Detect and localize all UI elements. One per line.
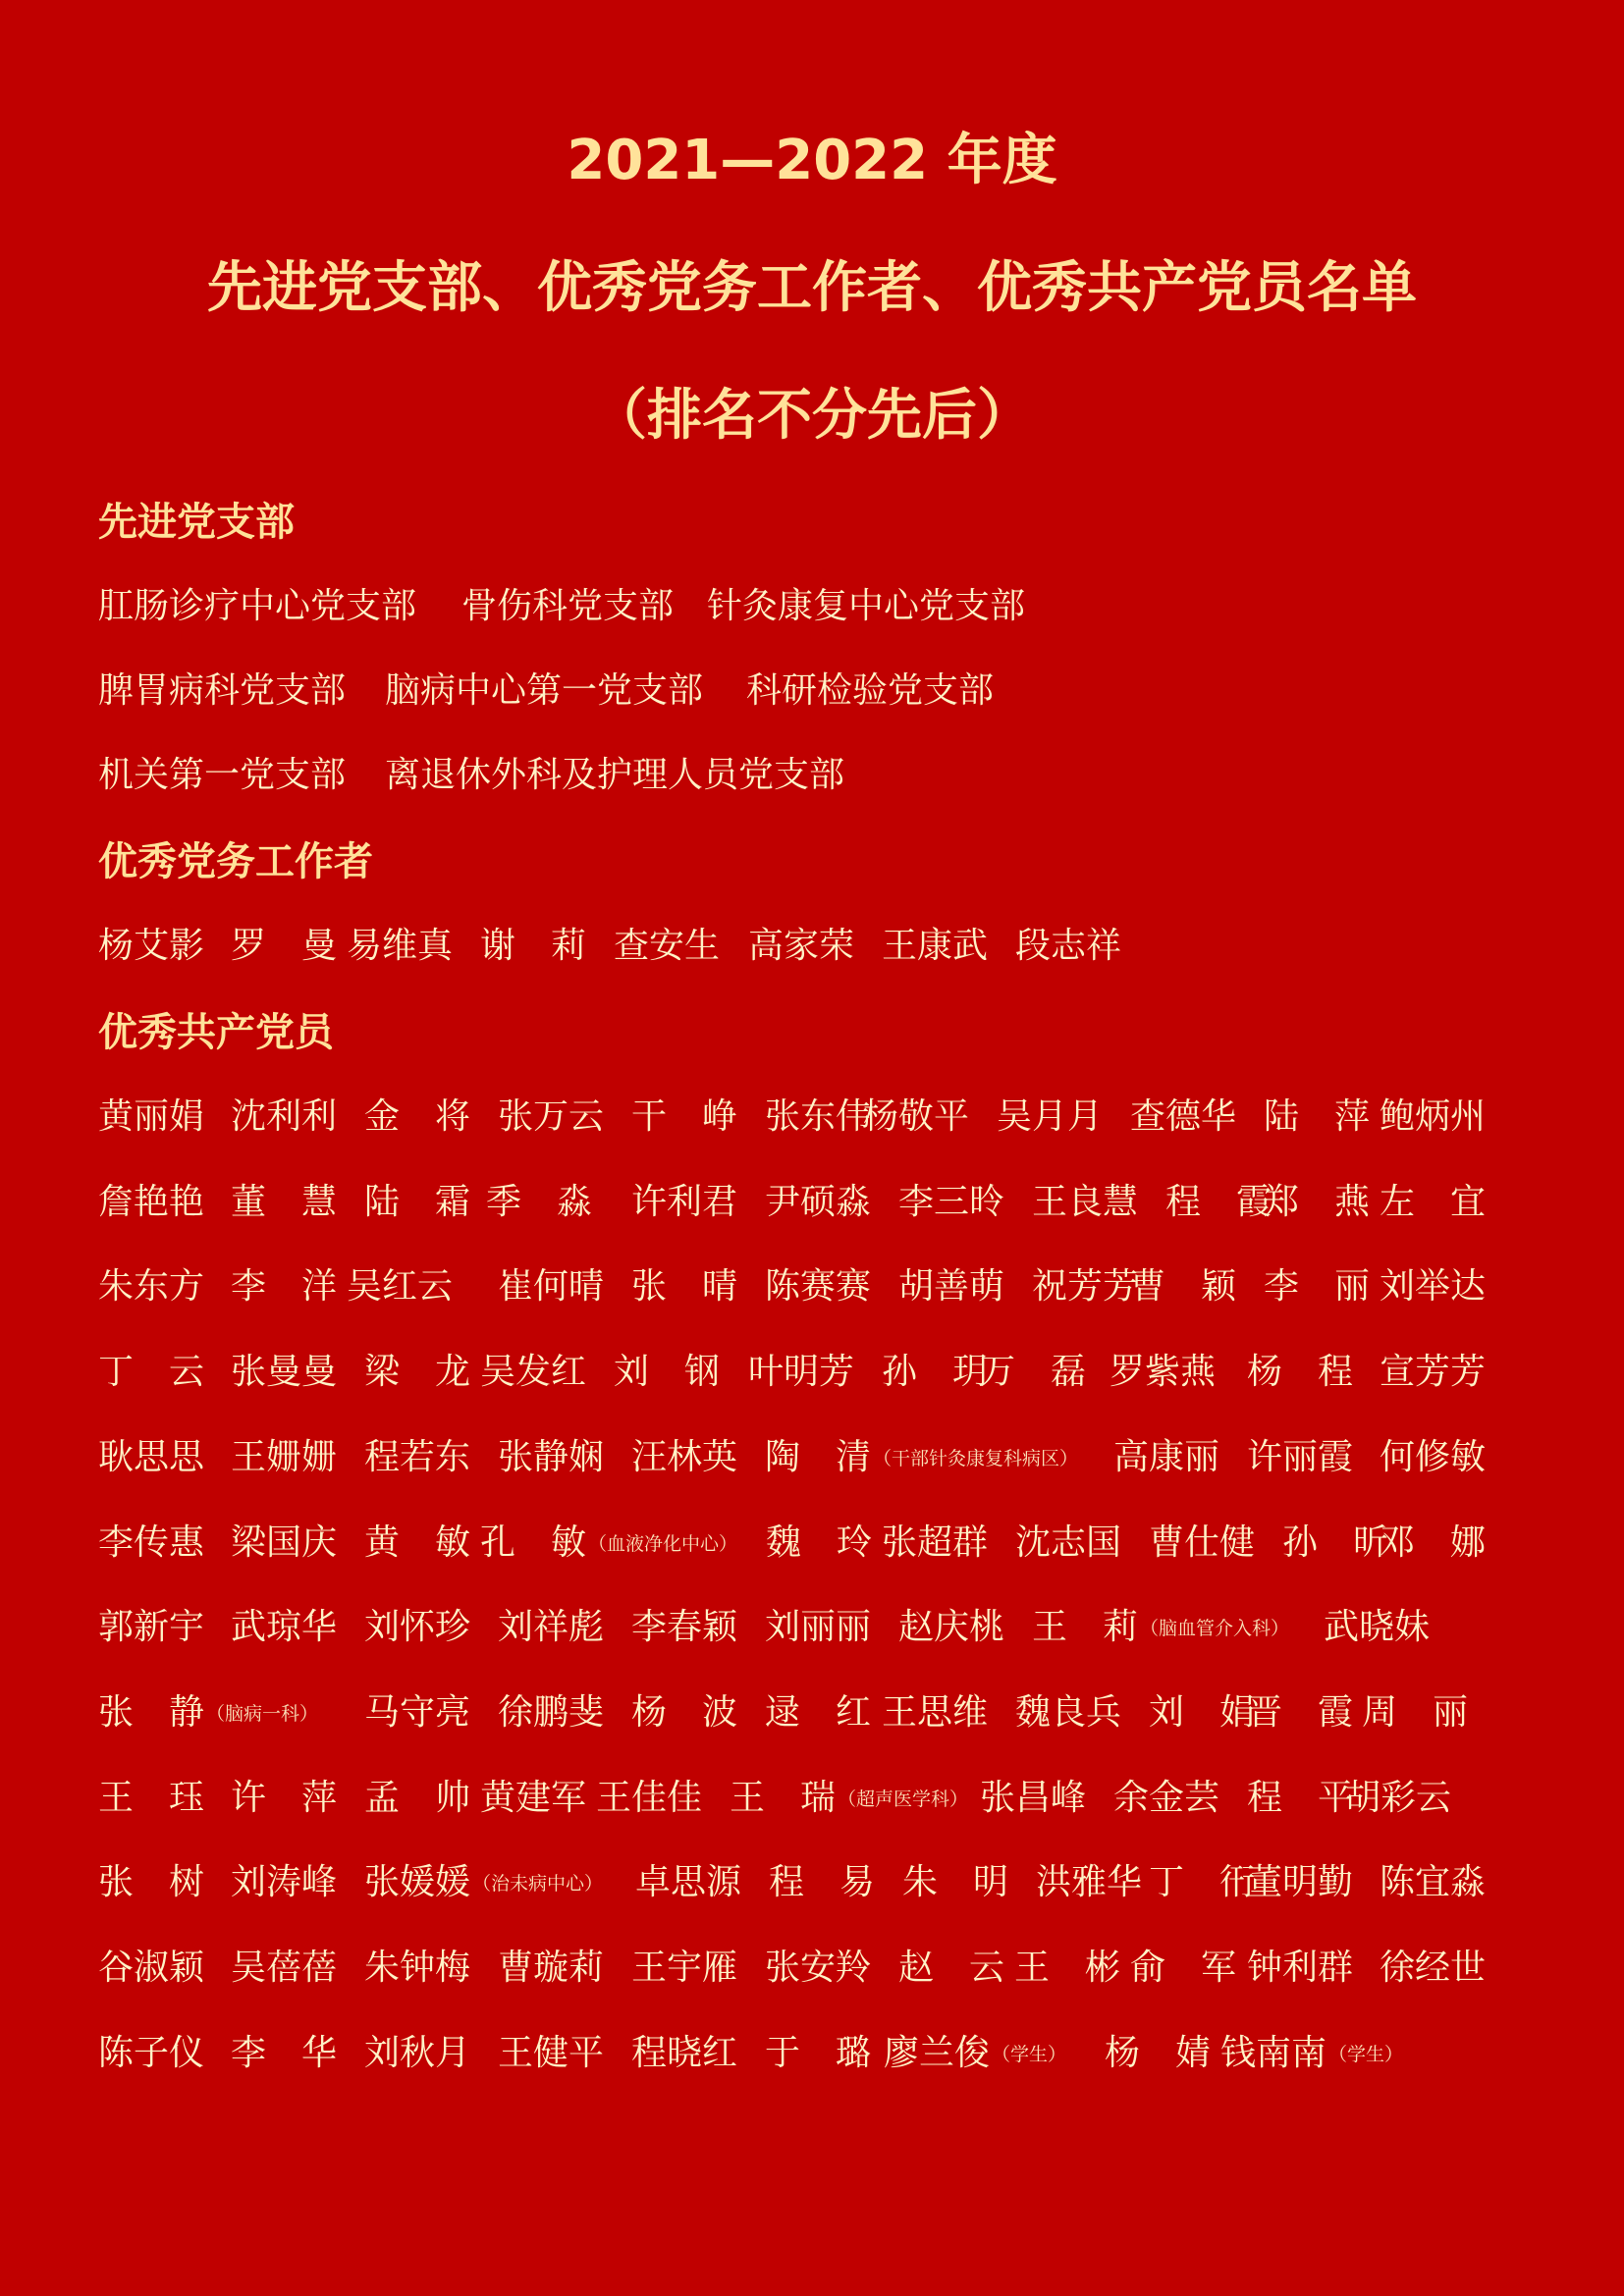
list-item: [769, 1857, 875, 1908]
list-item: 机关第一党支部: [98, 755, 347, 795]
list-item: [1380, 1092, 1486, 1143]
list-item: [498, 2028, 604, 2079]
member-name: 郑 燕: [1264, 1181, 1371, 1222]
member-name: 罗紫燕: [1110, 1352, 1217, 1393]
title-year: 2021—2022 年度: [567, 129, 1057, 192]
section-heading-party-workers: 优秀党务工作者: [98, 839, 373, 884]
member-name: 耿思思: [98, 1436, 205, 1477]
list-item: [1345, 1773, 1451, 1824]
member-name: 李春颖: [631, 1607, 738, 1648]
list-item: [364, 2028, 470, 2079]
member-name: 程 霞: [1165, 1181, 1272, 1222]
list-item: [765, 1687, 871, 1738]
member-note: （治未病中心）: [472, 1873, 604, 1896]
member-name: 廖兰俊: [884, 2032, 991, 2073]
list-row: [98, 1773, 1532, 1824]
list-item: 肛肠诊疗中心党支部: [98, 586, 417, 626]
list-item: [1165, 1177, 1272, 1228]
list-item: [1380, 1518, 1486, 1569]
list-item: 离退休外科及护理人员党支部: [385, 755, 845, 795]
list-item: 针灸康复中心党支部: [707, 586, 1026, 626]
member-name: 王良慧: [1032, 1181, 1139, 1222]
member-name: 俞 军: [1130, 1948, 1237, 1988]
list-item: [231, 1347, 337, 1398]
section-heading-advanced-branches: 先进党支部: [98, 500, 295, 545]
list-item: [364, 1943, 470, 1994]
list-item: [98, 2028, 204, 2079]
member-name: 朱钟梅: [364, 1948, 471, 1988]
member-name: 张媛媛: [364, 1862, 471, 1903]
member-name: 王思维: [882, 1691, 989, 1733]
list-item: [98, 1857, 204, 1908]
list-item: 王康武: [882, 926, 989, 966]
list-item: [748, 1347, 854, 1398]
list-item: 科研检验党支部: [746, 670, 995, 711]
title-note: （排名不分先后）: [592, 384, 1032, 448]
member-name: 武晓妹: [1324, 1607, 1431, 1648]
list-item: [1247, 1347, 1353, 1398]
member-name: 杨 波: [631, 1691, 738, 1733]
list-item: [765, 1943, 871, 1994]
member-name: 周 丽: [1362, 1691, 1469, 1733]
list-row: [98, 1432, 1532, 1483]
member-name: 逯 红: [765, 1691, 872, 1733]
member-name: 李 华: [231, 2032, 338, 2073]
member-name: 孙 玥: [882, 1352, 989, 1393]
list-item: [1247, 1857, 1353, 1908]
member-name: 尹硕淼: [765, 1181, 872, 1222]
list-row: [98, 666, 1532, 717]
list-item: [1264, 1177, 1370, 1228]
member-name: 祝芳芳: [1032, 1266, 1139, 1308]
list-row: [98, 581, 1532, 632]
member-name: 许利君: [631, 1181, 738, 1222]
list-item: [231, 1943, 337, 1994]
member-name: 曹仕健: [1149, 1522, 1256, 1563]
member-name: 徐鹏斐: [498, 1691, 605, 1733]
list-item: [1264, 1092, 1370, 1143]
member-name: 孔 敏: [480, 1522, 587, 1563]
member-name: 陆 霜: [364, 1181, 471, 1222]
member-name: 武琼华: [231, 1607, 338, 1648]
member-name: 张安羚: [765, 1948, 872, 1988]
member-name: 许丽霞: [1247, 1436, 1354, 1477]
list-item: [486, 1177, 592, 1228]
member-name: 张万云: [498, 1096, 605, 1137]
member-note: （脑病一科）: [206, 1702, 319, 1725]
member-name: 张超群: [882, 1522, 989, 1563]
list-item: [902, 1857, 1008, 1908]
list-item: [231, 1602, 337, 1653]
member-name: 钟利群: [1247, 1948, 1354, 1988]
member-name: 晋 霞: [1247, 1691, 1354, 1733]
member-name: 陈宜淼: [1380, 1862, 1487, 1903]
list-row: [98, 1943, 1532, 1994]
member-name: 余金芸: [1113, 1777, 1220, 1818]
list-item: [765, 1602, 871, 1653]
list-item: [631, 1092, 737, 1143]
list-item: [1149, 1687, 1255, 1738]
member-name: 李 丽: [1264, 1266, 1371, 1308]
list-item: [1032, 1602, 1289, 1654]
list-row: [98, 1092, 1532, 1143]
member-name: 张东伟: [765, 1096, 872, 1137]
list-item: [98, 1347, 204, 1398]
list-item: [1380, 1177, 1486, 1228]
member-name: 程若东: [364, 1436, 471, 1477]
member-name: 于 璐: [765, 2032, 872, 2073]
member-name: 鲍炳州: [1380, 1096, 1487, 1137]
list-item: [98, 1687, 318, 1739]
list-row: [98, 1518, 1532, 1569]
list-item: 查安生: [614, 926, 721, 966]
member-name: 郭新宇: [98, 1607, 205, 1648]
list-item: [765, 1092, 871, 1143]
member-name: 赵 云: [898, 1948, 1005, 1988]
member-name: 金 将: [364, 1096, 471, 1137]
list-item: [766, 1518, 872, 1569]
list-item: [631, 1602, 737, 1653]
list-item: [98, 1518, 204, 1569]
member-note: （学生）: [1328, 2043, 1404, 2065]
list-item: [863, 1092, 969, 1143]
member-name: 赵庆桃: [898, 1607, 1005, 1648]
member-name: 沈利利: [231, 1096, 338, 1137]
list-item: [1015, 1518, 1121, 1569]
member-name: 詹艳艳: [98, 1181, 205, 1222]
member-name: 胡彩云: [1345, 1777, 1452, 1818]
list-item: [98, 1177, 204, 1228]
list-row: [98, 1857, 1532, 1908]
member-name: 王 珏: [98, 1777, 205, 1818]
list-item: 脾胃病科党支部: [98, 670, 347, 711]
member-name: 刘涛峰: [231, 1862, 338, 1903]
list-item: [730, 1773, 968, 1825]
member-name: 程晓红: [631, 2032, 738, 2073]
member-name: 刘 钢: [614, 1352, 721, 1393]
member-note: （超声医学科）: [838, 1788, 969, 1810]
member-name: 吴蓓蓓: [231, 1948, 338, 1988]
list-item: [1015, 1687, 1121, 1738]
list-item: 易维真: [347, 926, 454, 966]
member-note: （学生）: [992, 2043, 1067, 2065]
member-name: 黄 敏: [364, 1522, 471, 1563]
list-item: [98, 1432, 204, 1483]
list-item: [98, 1602, 204, 1653]
member-name: 马守亮: [364, 1691, 471, 1733]
list-item: [898, 1943, 1004, 1994]
section-heading-party-members: 优秀共产党员: [98, 1010, 334, 1055]
list-item: [898, 1177, 1004, 1228]
member-name: 刘怀珍: [364, 1607, 471, 1648]
list-item: [231, 1177, 337, 1228]
member-name: 王宇雁: [631, 1948, 738, 1988]
member-name: 汪林英: [631, 1436, 738, 1477]
member-name: 朱 明: [902, 1862, 1009, 1903]
list-item: 杨艾影: [98, 926, 205, 966]
member-name: 梁 龙: [364, 1352, 471, 1393]
member-name: 高康丽: [1113, 1436, 1220, 1477]
member-name: 陆 萍: [1264, 1096, 1371, 1137]
member-name: 万 磊: [980, 1352, 1087, 1393]
list-item: [364, 1687, 470, 1738]
list-item: [1110, 1347, 1216, 1398]
member-name: 崔何晴: [498, 1266, 605, 1308]
list-item: [631, 2028, 737, 2079]
list-item: [631, 1943, 737, 1994]
member-name: 刘举达: [1380, 1266, 1487, 1308]
member-name: 张 静: [98, 1691, 205, 1733]
list-row: [98, 1687, 1532, 1738]
member-name: 沈志国: [1015, 1522, 1122, 1563]
member-name: 钱南南: [1220, 2032, 1327, 2073]
list-item: [347, 1261, 453, 1312]
member-name: 季 淼: [486, 1181, 593, 1222]
list-item: [1380, 1943, 1486, 1994]
member-name: 干 峥: [631, 1096, 738, 1137]
member-name: 叶明芳: [748, 1352, 855, 1393]
list-item: [231, 1857, 337, 1908]
list-item: [898, 1602, 1004, 1653]
member-name: 张 树: [98, 1862, 205, 1903]
list-item: [1113, 1773, 1219, 1824]
member-name: 李三昤: [898, 1181, 1005, 1222]
list-row: [98, 1347, 1532, 1398]
list-row: [98, 921, 1532, 972]
list-item: [1324, 1602, 1430, 1653]
member-name: 董明勤: [1247, 1862, 1354, 1903]
list-item: [614, 1347, 720, 1398]
member-name: 张昌峰: [980, 1777, 1087, 1818]
list-item: [1149, 1857, 1255, 1908]
list-item: [1130, 1261, 1236, 1312]
list-item: [765, 2028, 871, 2079]
list-item: 谢 莉: [480, 926, 587, 966]
list-item: [882, 1347, 988, 1398]
member-name: 曹璇莉: [498, 1948, 605, 1988]
member-name: 左 宜: [1380, 1181, 1487, 1222]
list-item: [231, 1518, 337, 1569]
member-name: 梁国庆: [231, 1522, 338, 1563]
list-item: [631, 1261, 737, 1312]
list-item: [980, 1347, 1086, 1398]
member-name: 朱东方: [98, 1266, 205, 1308]
list-row: [98, 1261, 1532, 1312]
list-item: [1149, 1518, 1255, 1569]
member-name: 陈子仪: [98, 2032, 205, 2073]
member-name: 吴月月: [997, 1096, 1104, 1137]
member-name: 陈赛赛: [765, 1266, 872, 1308]
list-item: [1130, 1943, 1236, 1994]
list-item: [1105, 2028, 1211, 2079]
member-name: 陶 清: [765, 1436, 872, 1477]
list-item: [1130, 1092, 1236, 1143]
member-name: 曹 颖: [1130, 1266, 1237, 1308]
list-item: [1282, 1518, 1388, 1569]
list-item: [98, 1261, 204, 1312]
member-name: 孟 帅: [364, 1777, 471, 1818]
member-name: 黄建军: [480, 1777, 587, 1818]
list-item: [1380, 1347, 1486, 1398]
list-item: [1220, 2028, 1403, 2080]
list-item: [1247, 1773, 1353, 1824]
member-name: 许 萍: [231, 1777, 338, 1818]
list-row: [98, 750, 1532, 801]
list-item: [498, 1432, 604, 1483]
list-item: [498, 1092, 604, 1143]
list-item: [884, 2028, 1066, 2080]
list-item: [1247, 1432, 1353, 1483]
member-name: 邓 娜: [1380, 1522, 1487, 1563]
list-item: [882, 1518, 988, 1569]
member-name: 卓思源: [635, 1862, 742, 1903]
member-name: 刘 娟: [1149, 1691, 1256, 1733]
list-item: [1032, 1177, 1138, 1228]
list-item: [1014, 1943, 1120, 1994]
list-item: [364, 1347, 470, 1398]
member-name: 吴红云: [347, 1266, 454, 1308]
member-name: 胡善萌: [898, 1266, 1005, 1308]
list-item: [480, 1773, 586, 1824]
list-item: [231, 1092, 337, 1143]
member-note: （血液净化中心）: [588, 1532, 738, 1555]
list-item: [1247, 1943, 1353, 1994]
list-item: [364, 1602, 470, 1653]
list-item: [596, 1773, 702, 1824]
list-item: [98, 1092, 204, 1143]
member-note: （干部针灸康复科病区）: [873, 1447, 1079, 1469]
list-item: [231, 1261, 337, 1312]
member-name: 李传惠: [98, 1522, 205, 1563]
list-item: 罗 曼: [231, 926, 338, 966]
list-item: [1032, 1261, 1138, 1312]
list-item: [498, 1261, 604, 1312]
list-item: 骨伤科党支部: [461, 586, 675, 626]
list-item: [231, 2028, 337, 2079]
list-item: [364, 1857, 603, 1909]
member-name: 王 瑞: [730, 1777, 837, 1818]
member-name: 王姗姗: [231, 1436, 338, 1477]
list-item: [364, 1432, 470, 1483]
member-name: 何修敏: [1380, 1436, 1487, 1477]
member-name: 刘秋月: [364, 2032, 471, 2073]
member-name: 杨 婧: [1105, 2032, 1212, 2073]
list-item: [480, 1518, 737, 1570]
member-name: 黄丽娟: [98, 1096, 205, 1137]
list-item: [1036, 1857, 1142, 1908]
list-item: [765, 1261, 871, 1312]
list-item: [882, 1687, 988, 1738]
list-item: [1380, 1261, 1486, 1312]
list-item: 脑病中心第一党支部: [385, 670, 704, 711]
list-item: [1247, 1687, 1353, 1738]
member-name: 程 易: [769, 1862, 876, 1903]
list-item: [898, 1261, 1004, 1312]
list-item: [1380, 1857, 1486, 1908]
list-item: [631, 1177, 737, 1228]
member-name: 王 莉: [1032, 1607, 1139, 1648]
list-item: [631, 1687, 737, 1738]
member-name: 杨敬平: [863, 1096, 970, 1137]
list-item: [498, 1602, 604, 1653]
list-item: [1362, 1687, 1468, 1738]
list-item: [765, 1177, 871, 1228]
list-item: [498, 1943, 604, 1994]
member-name: 徐经世: [1380, 1948, 1487, 1988]
list-item: [1264, 1261, 1370, 1312]
member-name: 洪雅华: [1036, 1862, 1143, 1903]
list-item: [980, 1773, 1086, 1824]
list-row: [98, 1177, 1532, 1228]
list-item: [231, 1432, 337, 1483]
member-name: 丁 云: [98, 1352, 205, 1393]
member-name: 谷淑颖: [98, 1948, 205, 1988]
member-name: 丁 衎: [1149, 1862, 1256, 1903]
member-name: 王佳佳: [596, 1777, 703, 1818]
list-item: [1380, 1432, 1486, 1483]
member-name: 董 慧: [231, 1181, 338, 1222]
list-item: [498, 1687, 604, 1738]
list-item: [364, 1773, 470, 1824]
member-name: 孙 昕: [1282, 1522, 1389, 1563]
member-name: 张 晴: [631, 1266, 738, 1308]
member-name: 宣芳芳: [1380, 1352, 1487, 1393]
member-name: 刘祥彪: [498, 1607, 605, 1648]
member-name: 王健平: [498, 2032, 605, 2073]
member-name: 刘丽丽: [765, 1607, 872, 1648]
list-item: 高家荣: [748, 926, 855, 966]
member-name: 魏 玲: [766, 1522, 873, 1563]
list-item: [231, 1773, 337, 1824]
member-name: 李 洋: [231, 1266, 338, 1308]
member-name: 查德华: [1130, 1096, 1237, 1137]
list-row: [98, 1602, 1532, 1653]
member-name: 吴发红: [480, 1352, 587, 1393]
member-name: 程 平: [1247, 1777, 1354, 1818]
list-item: [480, 1347, 586, 1398]
list-item: [1113, 1432, 1219, 1483]
member-note: （脑血管介入科）: [1140, 1618, 1290, 1640]
member-name: 张曼曼: [231, 1352, 338, 1393]
member-name: 魏良兵: [1015, 1691, 1122, 1733]
list-item: [98, 1943, 204, 1994]
list-item: [631, 1432, 737, 1483]
member-name: 张静娴: [498, 1436, 605, 1477]
list-item: [635, 1857, 741, 1908]
list-item: 段志祥: [1015, 926, 1122, 966]
list-row: [98, 2028, 1532, 2079]
member-name: 杨 程: [1247, 1352, 1354, 1393]
title-main: 先进党支部、优秀党务工作者、优秀共产党员名单: [207, 256, 1417, 320]
list-item: [364, 1518, 470, 1569]
list-item: [997, 1092, 1103, 1143]
list-item: [765, 1432, 1078, 1484]
list-item: [364, 1177, 470, 1228]
list-item: [364, 1092, 470, 1143]
list-item: [98, 1773, 204, 1824]
member-name: 王 彬: [1014, 1948, 1121, 1988]
